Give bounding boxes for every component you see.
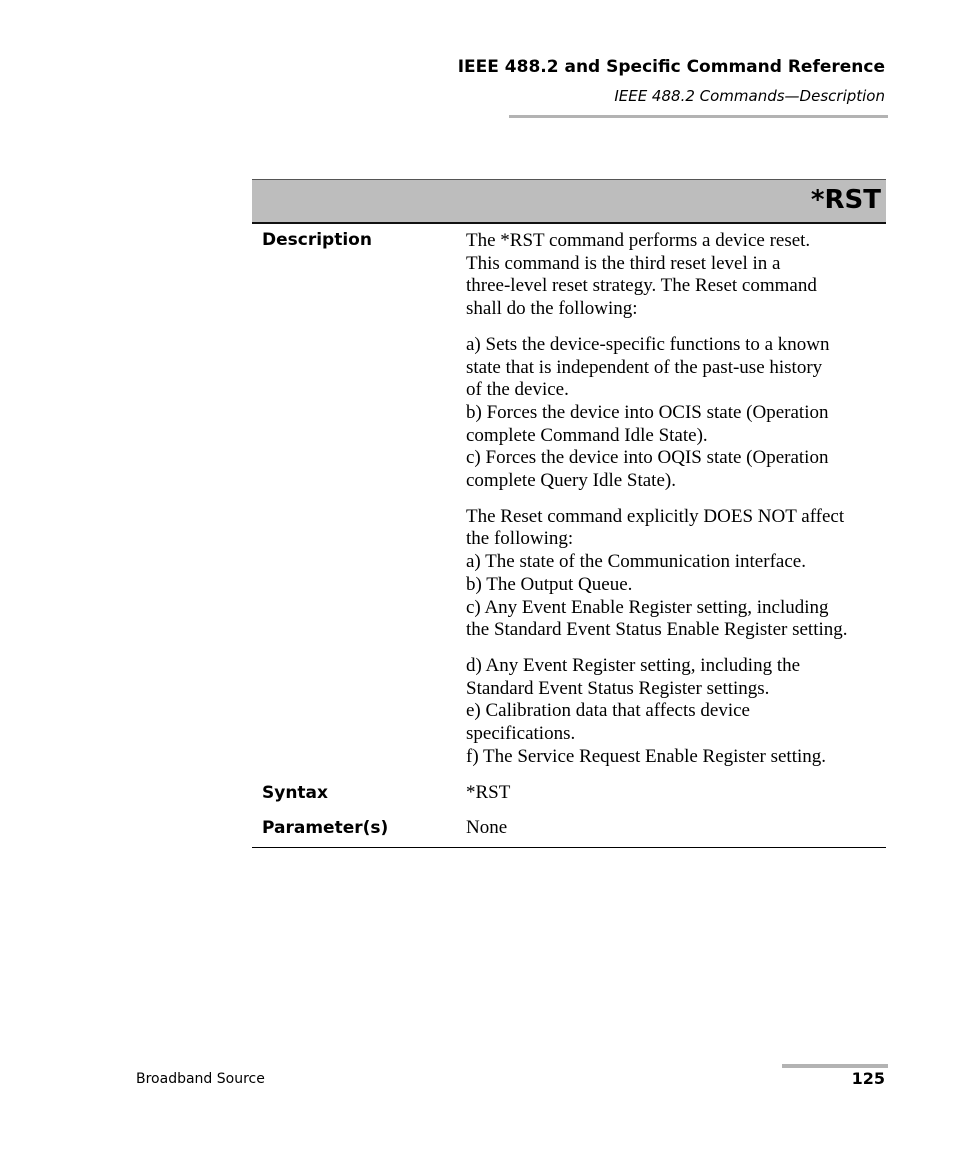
description-paragraph [466, 506, 886, 642]
description-line: complete Command Idle State). [466, 424, 708, 446]
description-line: a) The state of the Communication interface. [466, 551, 806, 573]
command-title: *RST [810, 185, 881, 215]
description-line: c) Any Event Enable Register setting, including [466, 596, 829, 618]
page-number: 125 [851, 1069, 885, 1088]
description-line: shall do the following: [466, 298, 638, 320]
description-line: c) Forces the device into OQIS state (Operation [466, 447, 829, 469]
description-paragraph [466, 655, 886, 769]
command-title-bar [252, 179, 886, 224]
table-bottom-rule [252, 847, 886, 848]
footer-document-title: Broadband Source [136, 1071, 265, 1087]
description-label: Description [262, 230, 372, 250]
description-line: the following: [466, 528, 574, 550]
description-line: e) Calibration data that affects device [466, 700, 750, 722]
description-line: This command is the third reset level in a [466, 252, 781, 274]
description-line: three-level reset strategy. The Reset command [466, 275, 817, 297]
description-line: The *RST command performs a device reset. [466, 230, 811, 251]
description-line: state that is independent of the past-use history [466, 356, 823, 378]
description-line: of the device. [466, 379, 569, 401]
description-paragraph [466, 230, 886, 321]
footer-divider [782, 1064, 888, 1068]
syntax-label: Syntax [262, 783, 328, 803]
description-line: The Reset command explicitly DOES NOT affect [466, 505, 845, 527]
description-line: f) The Service Request Enable Register setting. [466, 745, 827, 767]
description-line: b) The Output Queue. [466, 573, 633, 595]
description-paragraph [466, 334, 886, 493]
description-line: Standard Event Status Register settings. [466, 677, 770, 699]
description-line: a) Sets the device-specific functions to a known [466, 333, 830, 355]
description-line: b) Forces the device into OCIS state (Operation [466, 401, 829, 423]
parameters-value: None [466, 817, 508, 838]
description-text [466, 230, 886, 781]
header-divider [509, 115, 888, 118]
header-title: IEEE 488.2 and Specific Command Reference [457, 57, 885, 77]
description-line: the Standard Event Status Enable Register setting. [466, 619, 848, 641]
description-line: complete Query Idle State). [466, 470, 676, 492]
description-line: specifications. [466, 723, 576, 745]
description-line: d) Any Event Register setting, including the [466, 654, 801, 676]
syntax-value: *RST [466, 782, 511, 803]
parameters-label: Parameter(s) [262, 818, 389, 838]
header-subtitle: IEEE 488.2 Commands—Description [614, 87, 885, 105]
